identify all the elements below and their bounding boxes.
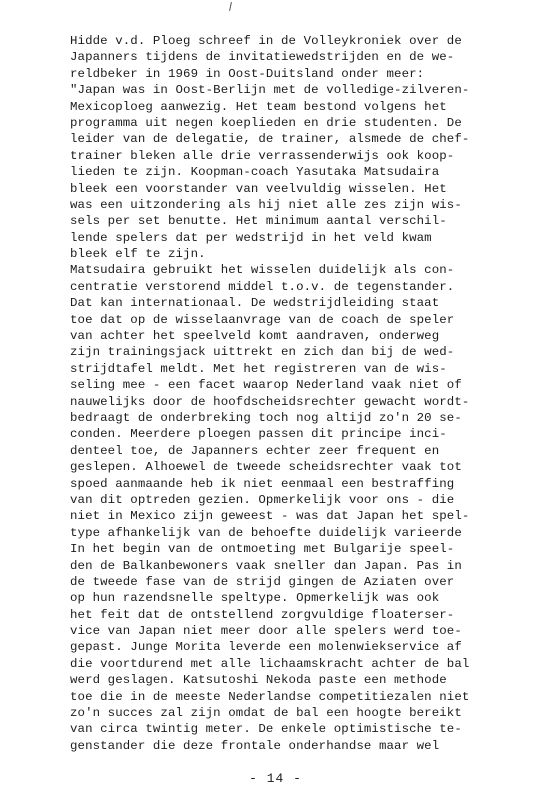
text-line: van achter het speelveld komt aandraven, onderweg <box>70 329 440 344</box>
text-line: Hidde v.d. Ploeg schreef in de Volleykroniek over de <box>70 34 462 48</box>
text-line: In het begin van de ontmoeting met Bulgarije speel- <box>70 542 455 557</box>
text-line: lieden te zijn. Koopman-coach Yasutaka Matsudaira <box>70 165 440 180</box>
text-line: Mexicoploeg aanwezig. Het team bestond volgens het <box>70 99 447 114</box>
text-line: "Japan was in Oost-Berlijn met de volledige-zilveren- <box>70 83 470 98</box>
text-line: den de Balkanbewoners vaak sneller dan Japan. Pas in <box>70 558 462 573</box>
text-line: centratie verstorend middel t.o.v. de tegenstander. <box>70 279 455 294</box>
text-line: leider van de delegatie, de trainer, alsmede de chef- <box>70 132 470 147</box>
text-line: genstander die deze frontale onderhandse maar wel <box>70 738 440 753</box>
text-line: lende spelers dat per wedstrijd in het veld kwam <box>70 230 432 245</box>
text-line: strijdtafel meldt. Met het registreren van de wis- <box>70 361 447 376</box>
text-line: conden. Meerdere ploegen passen dit principe inci- <box>70 427 447 442</box>
text-line: zijn trainingsjack uittrekt en zich dan bij de wed- <box>70 345 455 360</box>
text-line: denteel toe, de Japanners echter zeer frequent en <box>70 443 440 458</box>
text-line: van dit optreden gezien. Opmerkelijk voor ons - die <box>70 492 455 507</box>
text-line: trainer bleken alle drie verrassenderwijs ook koop- <box>70 148 455 163</box>
text-line: werd geslagen. Katsutoshi Nekoda paste een methode <box>70 673 447 688</box>
body-text <box>70 33 530 754</box>
text-line: Dat kan internationaal. De wedstrijdleiding staat <box>70 296 440 311</box>
text-line: geslepen. Alhoewel de tweede scheidsrechter vaak tot <box>70 460 462 475</box>
text-line: was een uitzondering als hij niet alle zes zijn wis- <box>70 197 462 212</box>
text-line: Japanners tijdens de invitatiewedstrijden en de we- <box>70 50 455 65</box>
stray-mark <box>229 2 232 11</box>
text-line: van circa twintig meter. De enkele optimistische te- <box>70 722 462 737</box>
text-line: gepast. Junge Morita leverde een molenwiekservice af <box>70 640 462 655</box>
text-line: toe die in de meeste Nederlandse competitiezalen niet <box>70 689 470 704</box>
text-line: toe dat op de wisselaanvrage van de coach de speler <box>70 312 455 327</box>
text-line: seling mee - een facet waarop Nederland vaak niet of <box>70 378 462 393</box>
text-line: programma uit negen koeplieden en drie studenten. De <box>70 115 462 130</box>
page-number: - 14 - <box>249 771 302 786</box>
text-line: de tweede fase van de strijd gingen de Aziaten over <box>70 574 455 589</box>
text-line: spoed aanmaande heb ik niet eenmaal een bestraffing <box>70 476 455 491</box>
text-line: zo'n succes zal zijn omdat de bal een hoogte bereikt <box>70 706 462 721</box>
text-line: vice van Japan niet meer door alle spelers werd toe- <box>70 624 462 639</box>
text-line: nauwelijks door de hoofdscheidsrechter gewacht wordt- <box>70 394 470 409</box>
text-line: type afhankelijk van de behoefte duidelijk varieerde <box>70 525 462 540</box>
text-line: sels per set benutte. Het minimum aantal verschil- <box>70 214 447 229</box>
text-line: op hun razendsnelle speltype. Opmerkelijk was ook <box>70 591 440 606</box>
text-line: reldbeker in 1969 in Oost-Duitsland onder meer: <box>70 66 425 81</box>
text-line: Matsudaira gebruikt het wisselen duidelijk als con- <box>70 263 455 278</box>
text-line: bleek elf te zijn. <box>70 247 206 262</box>
text-line: niet in Mexico zijn geweest - was dat Japan het spel- <box>70 509 470 524</box>
text-line: het feit dat de ontstellend zorgvuldige floaterser- <box>70 607 455 622</box>
text-line: bleek een voorstander van veelvuldig wisselen. Het <box>70 181 447 196</box>
text-line: die voortdurend met alle lichaamskracht achter de bal <box>70 656 470 671</box>
text-line: bedraagt de onderbreking toch nog altijd zo'n 20 se- <box>70 410 462 425</box>
